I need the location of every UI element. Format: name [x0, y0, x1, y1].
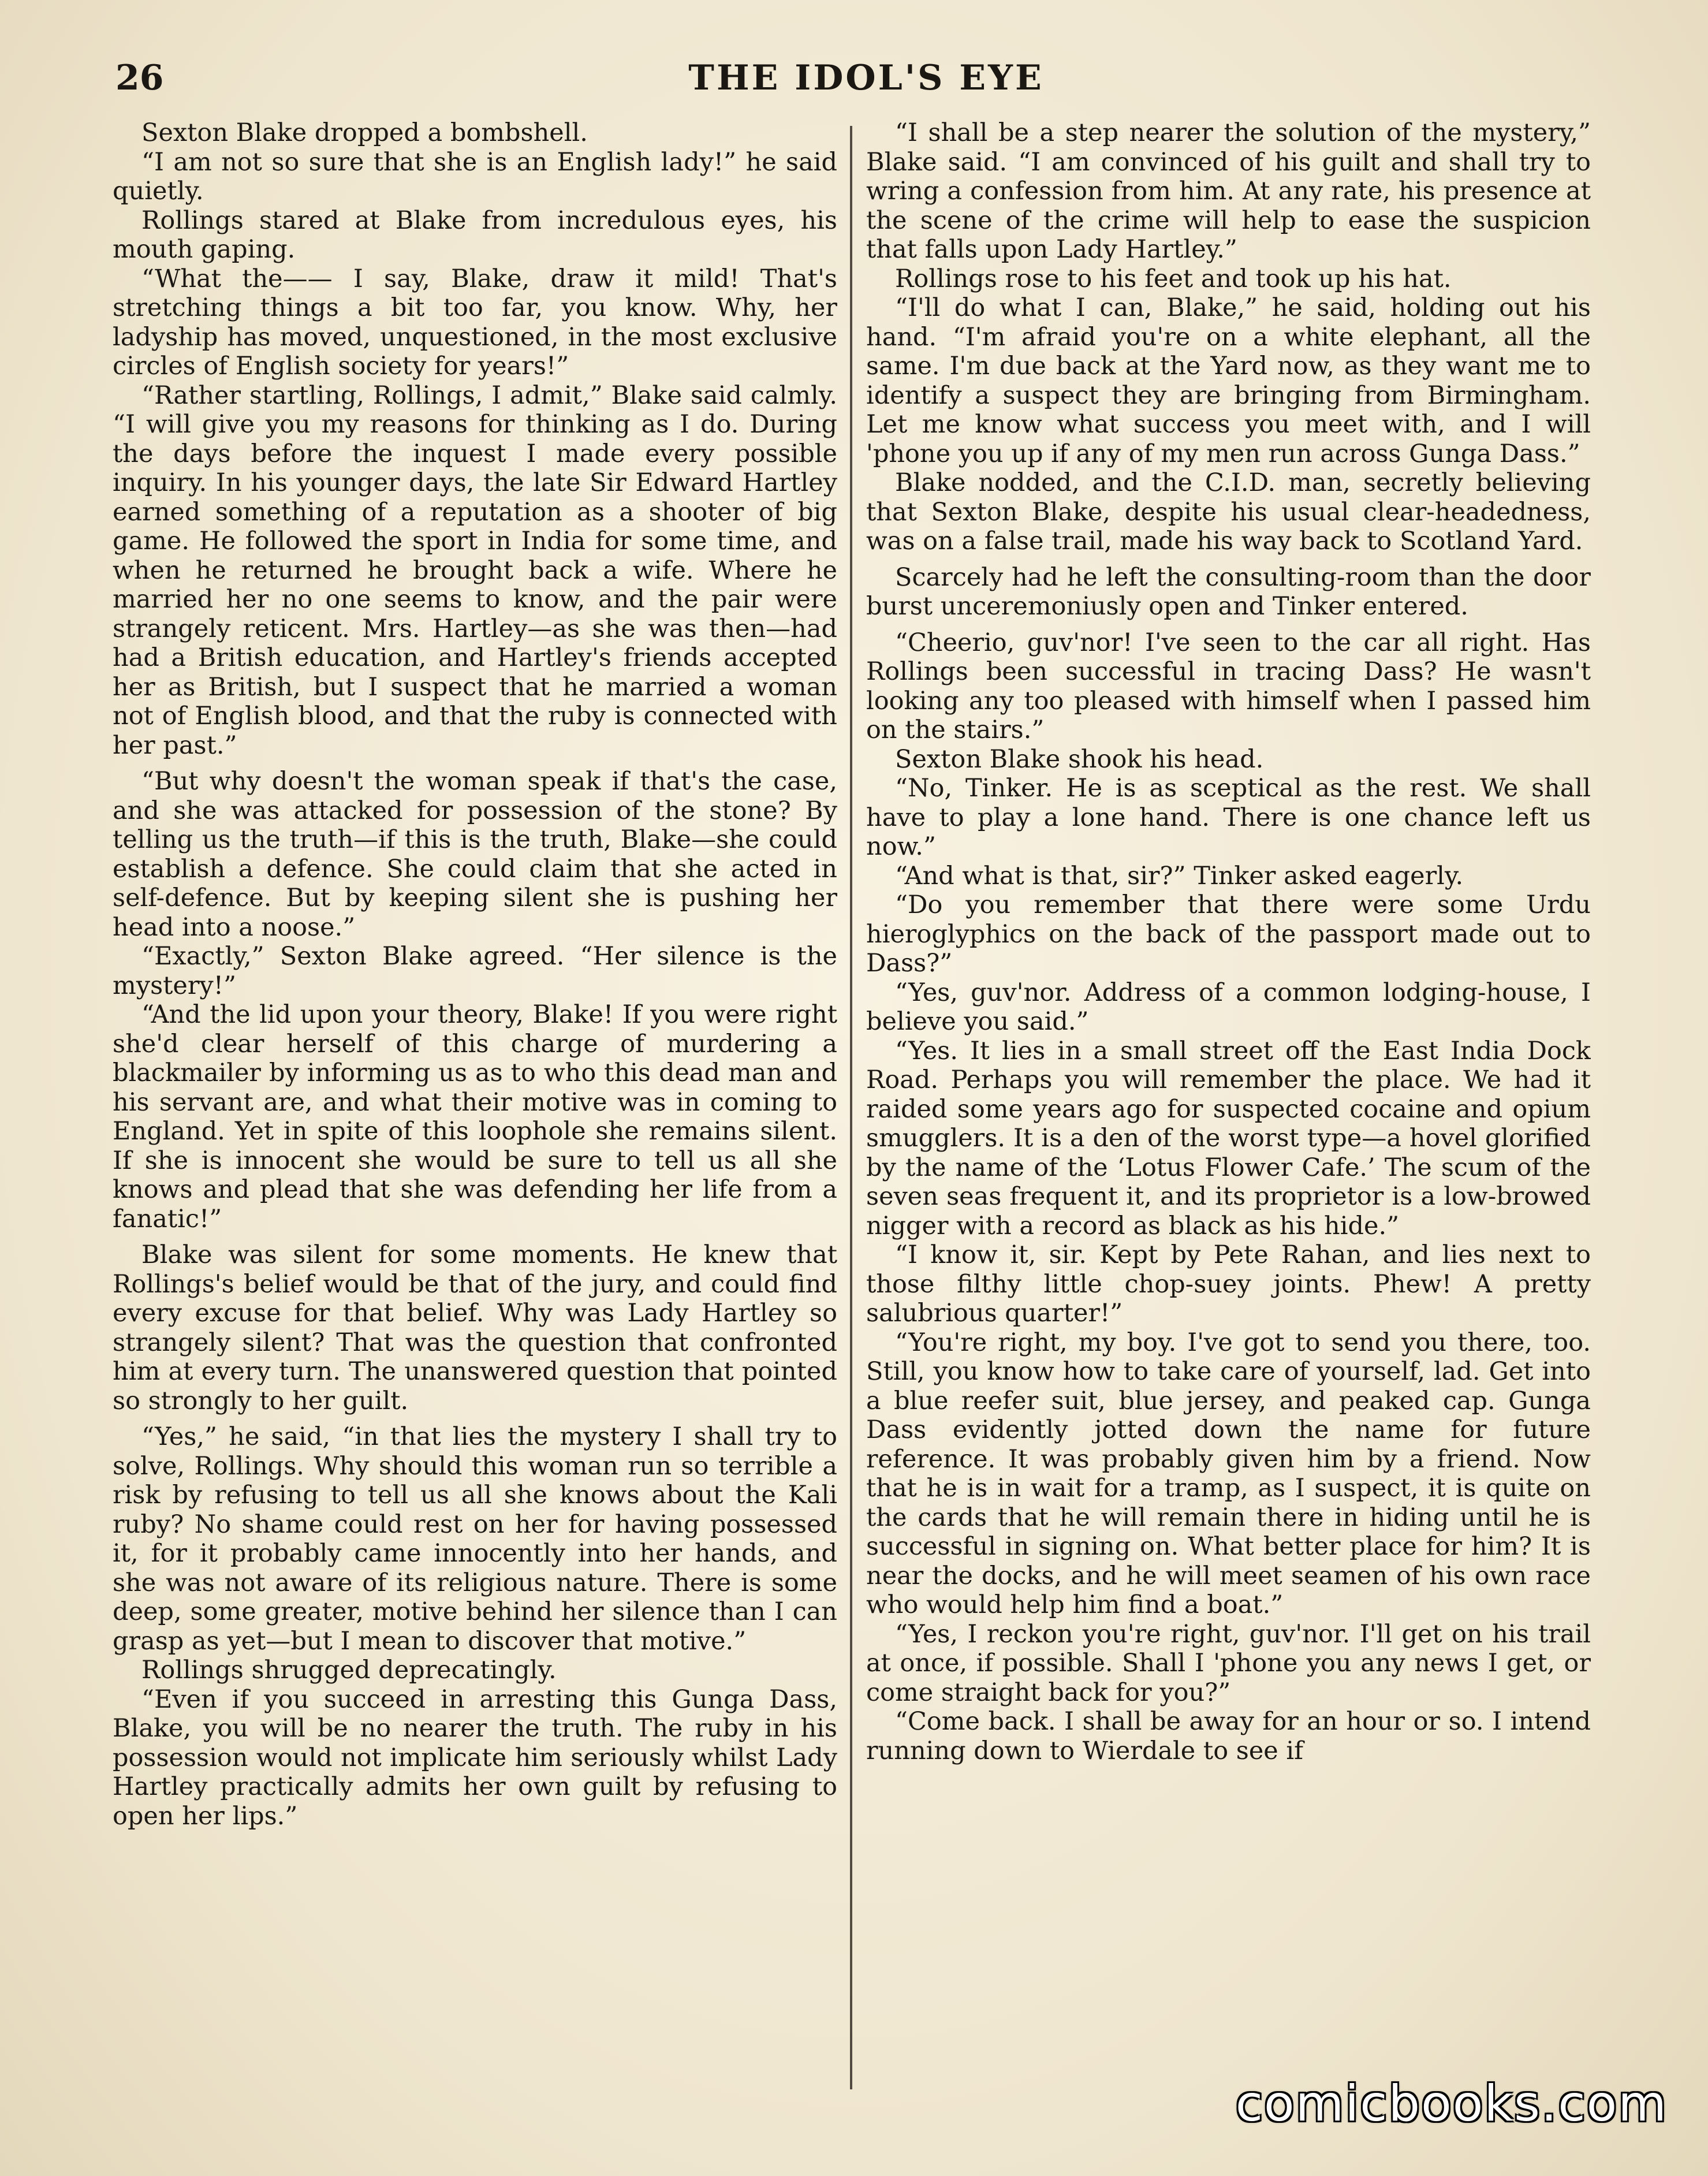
- paragraph: “Yes, I reckon you're right, guv'nor. I'll get on his trail at once, if possible. Shall I 'phone you any news I get, or come straight back for you?”: [866, 1619, 1591, 1707]
- paragraph: “Even if you succeed in arresting this Gunga Dass, Blake, you will be no nearer the truth. The ruby in his possession would not implicate him seriously whilst Lady Hartley practically admits her own guilt by refusing to open her lips.”: [113, 1685, 837, 1831]
- running-title: THE IDOL'S EYE: [688, 58, 1044, 98]
- paragraph: “I know it, sir. Kept by Pete Rahan, and lies next to those filthy little chop-suey joints. Phew! A pretty salubrious quarter!”: [866, 1240, 1591, 1328]
- paragraph: “I'll do what I can, Blake,” he said, holding out his hand. “I'm afraid you're on a white elephant, all the same. I'm due back at the Yard now, as they want me to identify a suspect they are bringing from Birmingham. Let me know what success you meet with, and I will 'phone you up if any of my men run across Gunga Dass.”: [866, 293, 1591, 468]
- paragraph: “And the lid upon your theory, Blake! If you were right she'd clear herself of this charge of murdering a blackmailer by informing us as to who this dead man and his servant are, and what their motive was in coming to England. Yet in spite of this loophole she remains silent. If she is innocent she would be sure to tell us all she knows and plead that she was defending her life from a fanatic!”: [113, 1000, 837, 1234]
- paragraph: Blake was silent for some moments. He knew that Rollings's belief would be that of the jury, and could find every excuse for that belief. Why was Lady Hartley so strangely silent? That was the question that confronted him at every turn. The unanswered question that pointed so strongly to her guilt.: [113, 1240, 837, 1415]
- right-column: [866, 118, 1591, 2093]
- paragraph: “Rather startling, Rollings, I admit,” Blake said calmly. “I will give you my reasons for thinking as I do. During the days before the inquest I made every possible inquiry. In his younger days, the late Sir Edward Hartley earned something of a reputation as a shooter of big game. He followed the sport in India for some time, and when he returned he brought back a wife. Where he married her no one seems to know, and the pair were strangely reticent. Mrs. Hartley—as she was then—had had a British education, and Hartley's friends accepted her as British, but I suspect that he married a woman not of English blood, and that the ruby is connected with her past.”: [113, 381, 837, 760]
- paragraph: “Cheerio, guv'nor! I've seen to the car all right. Has Rollings been successful in tracing Dass? He wasn't looking any too pleased with himself when I passed him on the stairs.”: [866, 628, 1591, 744]
- paragraph: “Yes. It lies in a small street off the East India Dock Road. Perhaps you will remember the place. We had it raided some years ago for suspected cocaine and opium smugglers. It is a den of the worst type—a hovel glorified by the name of the ‘Lotus Flower Cafe.’ The scum of the seven seas frequent it, and its proprietor is a low-browed nigger with a record as black as his hide.”: [866, 1036, 1591, 1240]
- paragraph: Sexton Blake shook his head.: [895, 744, 1264, 774]
- paragraph: “Exactly,” Sexton Blake agreed. “Her silence is the mystery!”: [113, 942, 837, 1000]
- paragraph: Rollings rose to his feet and took up his hat.: [895, 264, 1452, 293]
- paragraph: “Do you remember that there were some Urdu hieroglyphics on the back of the passport made out to Dass?”: [866, 890, 1591, 978]
- paragraph: Rollings shrugged deprecatingly.: [141, 1656, 557, 1685]
- page-number: 26: [115, 58, 164, 98]
- left-column: [113, 118, 837, 2093]
- column-divider: [850, 126, 852, 2089]
- paragraph: “I shall be a step nearer the solution of the mystery,” Blake said. “I am convinced of his guilt and shall try to wring a confession from him. At any rate, his presence at the scene of the crime will help to ease the suspicion that falls upon Lady Hartley.”: [866, 118, 1591, 264]
- paragraph: “Yes,” he said, “in that lies the mystery I shall try to solve, Rollings. Why should this woman run so terrible a risk by refusing to tell us all she knows about the Kali ruby? No shame could rest on her for having possessed it, for it probably came innocently into her hands, and she was not aware of its religious nature. There is some deep, some greater, motive behind her silence than I can grasp as yet—but I mean to discover that motive.”: [113, 1422, 837, 1656]
- paragraph: “What the—— I say, Blake, draw it mild! That's stretching things a bit too far, you know. Why, her ladyship has moved, unquestioned, in the most exclusive circles of English society for years!”: [113, 264, 837, 381]
- paragraph: “Yes, guv'nor. Address of a common lodging-house, I believe you said.”: [866, 978, 1591, 1036]
- paragraph: “But why doesn't the woman speak if that's the case, and she was attacked for possession of the stone? By telling us the truth—if this is the truth, Blake—she could establish a defence. She could claim that she acted in self-defence. But by keeping silent she is pushing her head into a noose.”: [113, 767, 837, 942]
- paragraph: Blake nodded, and the C.I.D. man, secretly believing that Sexton Blake, despite his usual clear-headedness, was on a false trail, made his way back to Scotland Yard.: [866, 468, 1591, 556]
- paragraph: “No, Tinker. He is as sceptical as the rest. We shall have to play a lone hand. There is one chance left us now.”: [866, 774, 1591, 861]
- paragraph: “Come back. I shall be away for an hour or so. I intend running down to Wierdale to see if: [866, 1707, 1591, 1765]
- paragraph: Scarcely had he left the consulting-room than the door burst unceremoniusly open and Tinker entered.: [866, 562, 1591, 621]
- watermark-logo: comicbooks.com: [1235, 2075, 1668, 2133]
- page-header: [115, 55, 1617, 107]
- paragraph: Rollings stared at Blake from incredulous eyes, his mouth gaping.: [113, 206, 837, 264]
- paragraph: “I am not so sure that she is an English lady!” he said quietly.: [113, 147, 837, 206]
- paragraph: “You're right, my boy. I've got to send you there, too. Still, you know how to take care of yourself, lad. Get into a blue reefer suit, blue jersey, and peaked cap. Gunga Dass evidently jotted down the name for future reference. It was probably given him by a friend. Now that he is in wait for a tramp, as I suspect, it is quite on the cards that he will remain there in hiding until he is successful in signing on. What better place for him? It is near the docks, and he will meet seamen of his own race who would help him find a boat.”: [866, 1328, 1591, 1619]
- paragraph: Sexton Blake dropped a bombshell.: [141, 118, 588, 147]
- paragraph: “And what is that, sir?” Tinker asked eagerly.: [895, 861, 1464, 890]
